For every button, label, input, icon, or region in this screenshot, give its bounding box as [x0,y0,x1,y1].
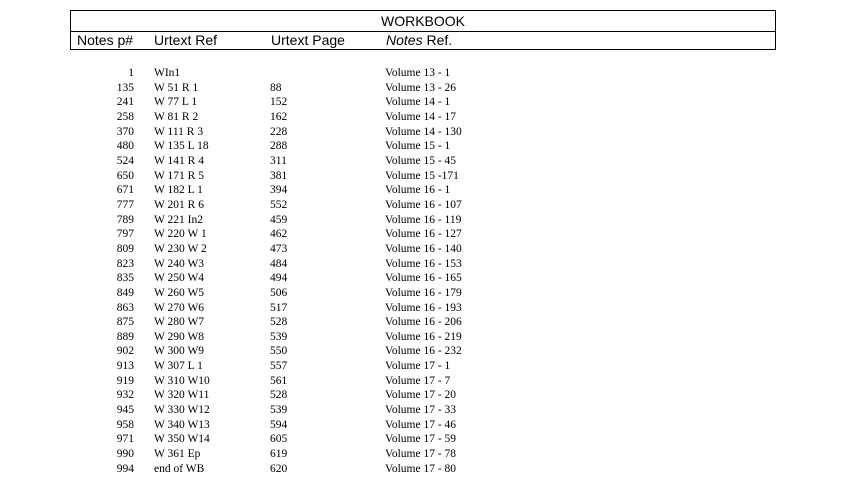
column-header-urtext-ref: Urtext Ref [154,32,218,48]
notes-page-cell: 889 [116,330,134,343]
notes-ref-cell: Volume 13 - 1 [385,67,451,79]
table-row [0,432,847,447]
notes-page-cell: 524 [116,154,134,167]
urtext-page-cell: 594 [270,418,288,431]
urtext-ref-cell: W 260 W5 [154,286,205,299]
urtext-page-cell: 473 [270,242,288,255]
urtext-ref-cell: W 77 L 1 [154,96,198,109]
notes-page-cell: 809 [116,242,134,255]
urtext-ref-cell: W 182 L 1 [154,184,203,197]
notes-ref-cell: Volume 16 - 219 [385,330,462,343]
urtext-ref-cell: W 230 W 2 [154,242,207,255]
notes-ref-cell: Volume 16 - 140 [385,242,462,255]
notes-ref-cell: Volume 16 - 193 [385,301,462,314]
urtext-page-cell: 394 [270,184,288,197]
notes-page-cell: 370 [116,125,134,138]
notes-page-cell: 789 [116,213,134,226]
notes-ref-cell: Volume 16 - 107 [385,198,462,211]
urtext-ref-cell: W 240 W3 [154,257,205,270]
table-row [0,213,847,228]
workbook-header-table [70,10,776,50]
notes-page-cell: 932 [116,389,134,402]
notes-page-cell: 1 [128,67,134,79]
urtext-page-cell: 506 [270,286,288,299]
table-row [0,462,847,477]
urtext-ref-cell: W 270 W6 [154,301,205,314]
notes-ref-cell: Volume 17 - 7 [385,374,451,387]
table-row [0,403,847,418]
notes-ref-cell: Volume 16 - 119 [385,213,462,226]
urtext-ref-cell: W 111 R 3 [154,125,204,138]
notes-page-cell: 913 [116,360,134,373]
urtext-page-cell: 619 [270,448,288,461]
urtext-ref-cell: W 330 W12 [154,404,210,417]
urtext-page-cell: 552 [270,198,288,211]
table-title: WORKBOOK [71,11,775,32]
urtext-ref-cell: W 307 L 1 [154,360,203,373]
urtext-page-cell: 162 [270,110,288,123]
column-header-urtext-page: Urtext Page [271,32,345,48]
urtext-ref-cell: W 320 W11 [154,389,210,402]
table-row [0,154,847,169]
notes-page-cell: 945 [116,404,134,417]
notes-page-cell: 863 [116,301,134,314]
urtext-ref-cell: W 171 R 5 [154,169,204,182]
notes-page-cell: 902 [116,345,134,358]
notes-page-cell: 671 [116,184,134,197]
urtext-page-cell: 459 [270,213,288,226]
urtext-page-cell: 561 [270,374,288,387]
notes-ref-cell: Volume 15 -171 [385,169,459,182]
table-row [0,139,847,154]
urtext-ref-cell: W 340 W13 [154,418,210,431]
urtext-page-cell: 550 [270,345,288,358]
table-row [0,110,847,125]
urtext-ref-cell: W 280 W7 [154,316,205,329]
table-row [0,315,847,330]
urtext-ref-cell: W 361 Ep [154,448,201,461]
table-row [0,271,847,286]
urtext-page-cell: 462 [270,228,288,241]
notes-page-cell: 994 [116,462,134,475]
urtext-ref-cell: W 51 R 1 [154,81,199,94]
table-row [0,447,847,462]
urtext-ref-cell: W 300 W9 [154,345,205,358]
table-row [0,418,847,433]
urtext-page-cell: 152 [270,96,288,109]
urtext-page-cell: 557 [270,360,288,373]
urtext-page-cell: 528 [270,316,288,329]
notes-ref-cell: Volume 17 - 59 [385,433,457,446]
urtext-page-cell: 620 [270,462,288,475]
urtext-ref-cell: W 81 R 2 [154,110,199,123]
table-row [0,66,847,81]
notes-ref-cell: Volume 17 - 33 [385,404,457,417]
notes-ref-cell: Volume 13 - 26 [385,81,457,94]
table-row [0,330,847,345]
urtext-ref-cell: W 350 W14 [154,433,210,446]
urtext-ref-cell: W 220 W 1 [154,228,207,241]
notes-ref-cell: Volume 17 - 46 [385,418,457,431]
notes-page-cell: 777 [116,198,134,211]
notes-ref-cell: Volume 16 - 1 [385,184,451,197]
table-row [0,286,847,301]
notes-ref-cell: Volume 15 - 45 [385,154,457,167]
notes-ref-cell: Volume 16 - 179 [385,286,462,299]
notes-ref-cell: Volume 14 - 1 [385,96,451,109]
notes-ref-cell: Volume 17 - 1 [385,360,451,373]
notes-ref-cell: Volume 16 - 206 [385,316,462,329]
notes-ref-cell: Volume 16 - 165 [385,272,462,285]
column-header-notes-ref-rest: Ref. [422,32,453,48]
urtext-page-cell: 288 [270,140,288,153]
urtext-ref-cell: W 141 R 4 [154,154,204,167]
notes-page-cell: 919 [116,374,134,387]
table-row [0,301,847,316]
urtext-page-cell: 539 [270,330,288,343]
table-row [0,359,847,374]
notes-page-cell: 990 [116,448,134,461]
column-header-notes-ref [386,31,452,50]
urtext-page-cell: 484 [270,257,288,270]
table-row [0,198,847,213]
urtext-page-cell: 539 [270,404,288,417]
table-row [0,344,847,359]
notes-page-cell: 823 [116,257,134,270]
column-header-notes-ref-italic: Notes [386,32,423,48]
notes-page-cell: 258 [116,110,134,123]
table-row [0,169,847,184]
urtext-page-cell: 494 [270,272,288,285]
notes-page-cell: 875 [116,316,134,329]
table-row [0,242,847,257]
urtext-ref-cell: end of WB [154,462,205,475]
urtext-ref-cell: W 250 W4 [154,272,205,285]
notes-ref-cell: Volume 14 - 130 [385,125,462,138]
notes-ref-cell: Volume 15 - 1 [385,140,451,153]
urtext-ref-cell: W 201 R 6 [154,198,204,211]
column-header-notes-page: Notes p# [77,32,134,48]
notes-page-cell: 241 [116,96,134,109]
notes-ref-cell: Volume 16 - 127 [385,228,462,241]
urtext-ref-cell: W 221 In2 [154,213,203,226]
notes-ref-cell: Volume 16 - 232 [385,345,462,358]
urtext-ref-cell: W 135 L 18 [154,140,209,153]
urtext-ref-cell: W 310 W10 [154,374,210,387]
table-row [0,227,847,242]
notes-ref-cell: Volume 17 - 80 [385,462,457,475]
notes-page-cell: 971 [116,433,134,446]
table-row [0,388,847,403]
table-row [0,125,847,140]
table-row [0,183,847,198]
table-row [0,81,847,96]
urtext-page-cell: 311 [270,154,287,167]
notes-page-cell: 835 [116,272,134,285]
urtext-page-cell: 528 [270,389,288,402]
urtext-page-cell: 517 [270,301,288,314]
notes-page-cell: 958 [116,418,134,431]
urtext-page-cell: 88 [270,81,282,94]
notes-page-cell: 480 [116,140,134,153]
urtext-page-cell: 381 [270,169,288,182]
table-row [0,257,847,272]
column-headers [71,31,775,50]
table-row [0,374,847,389]
workbook-index-list [0,66,847,476]
urtext-ref-cell: WIn1 [154,67,181,79]
notes-ref-cell: Volume 17 - 78 [385,448,457,461]
notes-page-cell: 135 [116,81,134,94]
notes-page-cell: 849 [116,286,134,299]
notes-ref-cell: Volume 16 - 153 [385,257,462,270]
notes-page-cell: 797 [116,228,134,241]
urtext-ref-cell: W 290 W8 [154,330,205,343]
urtext-page-cell: 228 [270,125,288,138]
urtext-page-cell: 605 [270,433,288,446]
table-row [0,95,847,110]
notes-ref-cell: Volume 14 - 17 [385,110,457,123]
notes-page-cell: 650 [116,169,134,182]
notes-ref-cell: Volume 17 - 20 [385,389,457,402]
